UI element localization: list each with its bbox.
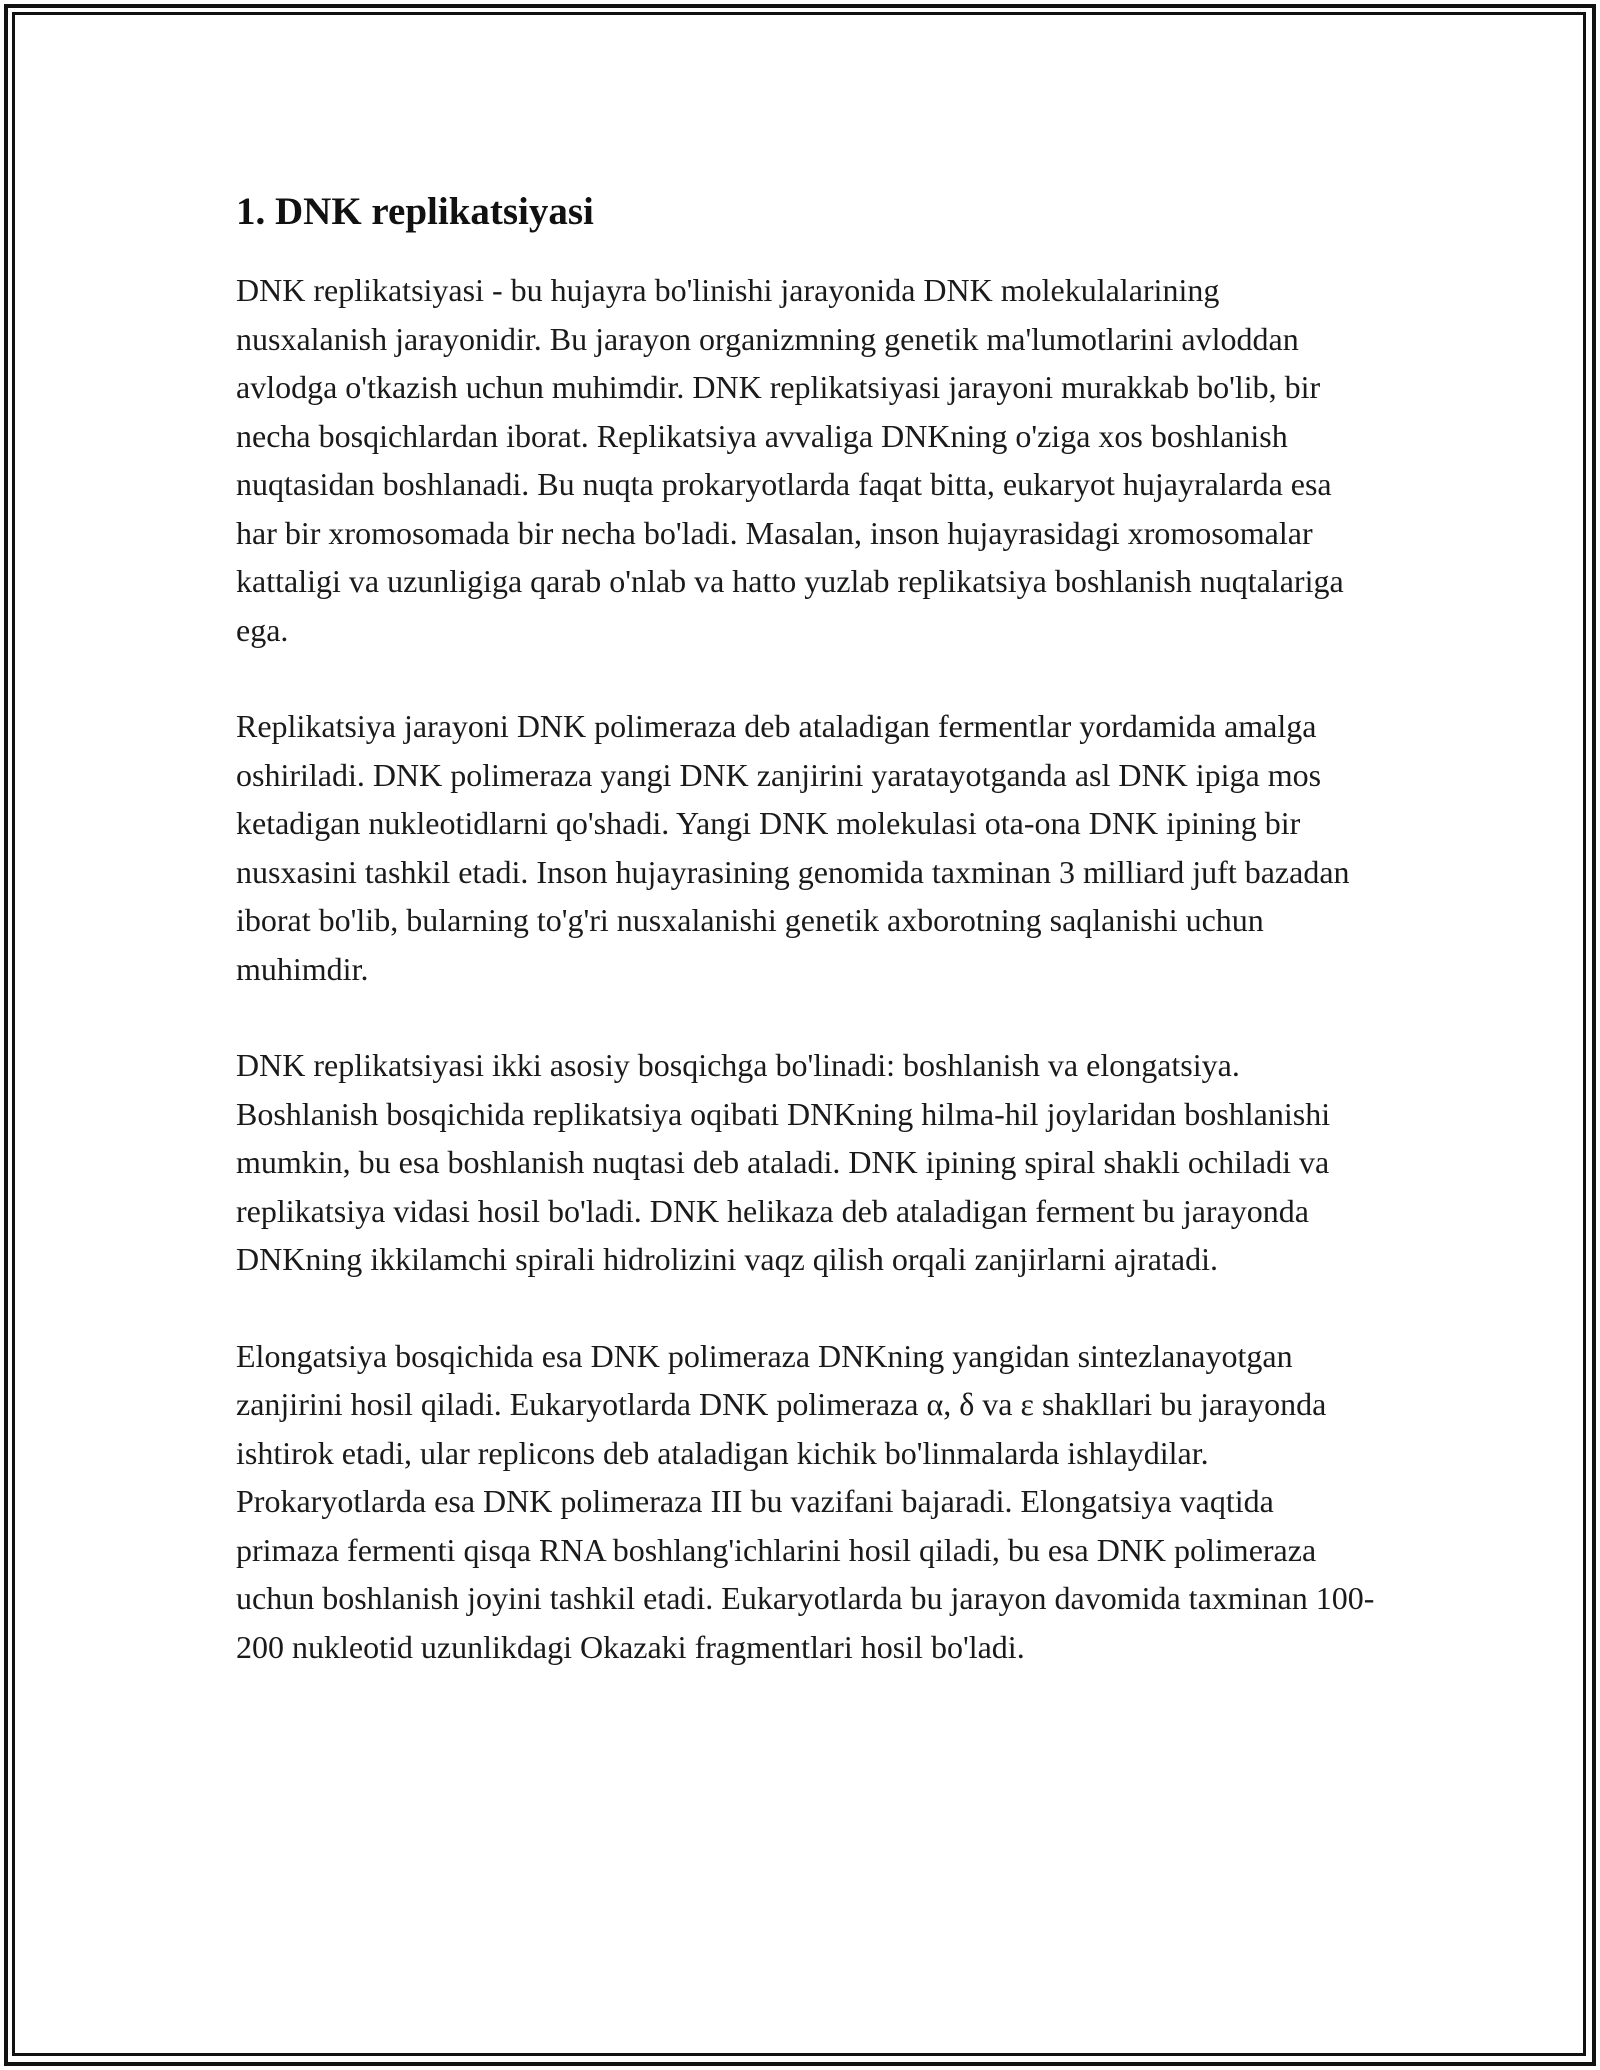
paragraph-3: DNK replikatsiyasi ikki asosiy bosqichga bo'linadi: boshlanish va elongatsiya. Boshlanish bosqichida replikatsiya oqibati DNKning hilma-hil joylaridan boshlanishi mumkin, bu esa boshlanish nuqtasi deb ataladi. DNK ipining spiral shakli ochiladi va replikatsiya vidasi hosil bo'ladi. DNK helikaza deb ataladigan ferment bu jarayonda DNKning ikkilamchi spirali hidrolizini vaqz qilish orqali zanjirlarni ajratadi. [236, 1047, 1331, 1277]
paragraph-1: DNK replikatsiyasi - bu hujayra bo'linishi jarayonida DNK molekulalarining nusxalanish jarayonidir. Bu jarayon organizmning genetik ma'lumotlarini avloddan avlodga o'tkazish uchun muhimdir. DNK replikatsiyasi jarayoni murakkab bo'lib, bir necha bosqichlardan iborat. Replikatsiya avvaliga DNKning o'ziga xos boshlanish nuqtasidan boshlanadi. Bu nuqta prokaryotlarda faqat bitta, eukaryot hujayralarda esa har bir xromosomada bir necha bo'ladi. Masalan, inson hujayrasidagi xromosomalar kattaligi va uzunligiga qarab o'nlab va hatto yuzlab replikatsiya boshlanish nuqtalariga ega. [236, 272, 1344, 648]
paragraph-2: Replikatsiya jarayoni DNK polimeraza deb ataladigan fermentlar yordamida amalga oshiriladi. DNK polimeraza yangi DNK zanjirini yaratayotganda asl DNK ipiga mos ketadigan nukleotidlarni qo'shadi. Yangi DNK molekulasi ota-ona DNK ipining bir nusxasini tashkil etadi. Inson hujayrasining genomida taxminan 3 milliard juft bazadan iborat bo'lib, bularning to'g'ri nusxalanishi genetik axborotning saqlanishi uchun muhimdir. [236, 708, 1350, 987]
section-heading: 1. DNK replikatsiyasi [236, 190, 594, 233]
document-body [236, 180, 1376, 1719]
paragraph-4: Elongatsiya bosqichida esa DNK polimeraza DNKning yangidan sintezlanayotgan zanjirini hosil qiladi. Eukaryotlarda DNK polimeraza α, δ va ε shakllari bu jarayonda ishtirok etadi, ular replicons deb ataladigan kichik bo'linmalarda ishlaydilar. Prokaryotlarda esa DNK polimeraza III bu vazifani bajaradi. Elongatsiya vaqtida primaza fermenti qisqa RNA boshlang'ichlarini hosil qiladi, bu esa DNK polimeraza uchun boshlanish joyini tashkil etadi. Eukaryotlarda bu jarayon davomida taxminan 100-200 nukleotid uzunlikdagi Okazaki fragmentlari hosil bo'ladi. [236, 1337, 1375, 1665]
